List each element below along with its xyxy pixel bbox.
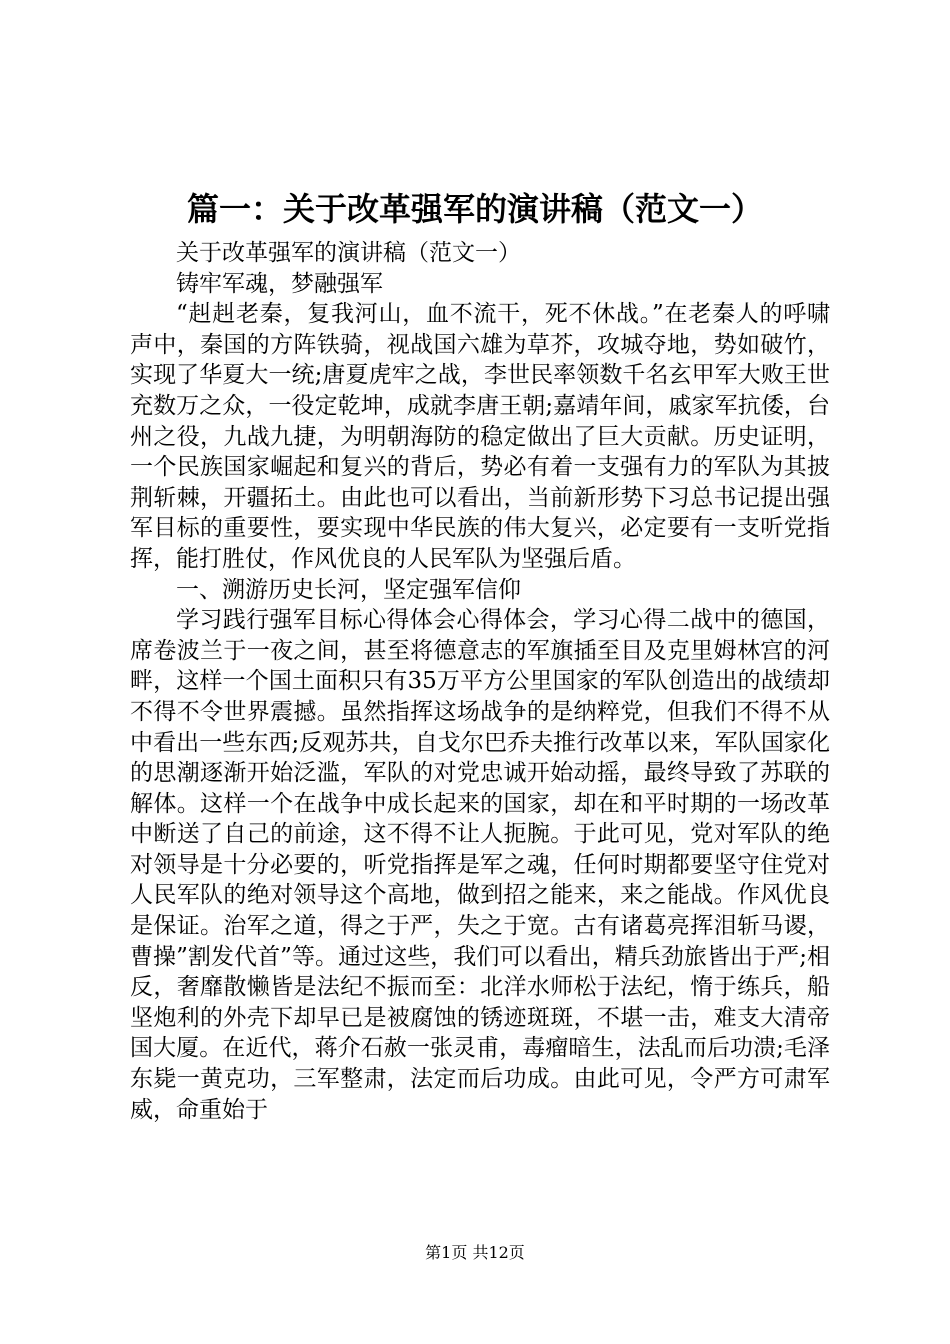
section-heading-1: 一、溯游历史长河，坚定强军信仰 — [176, 576, 521, 603]
document-body — [130, 238, 830, 1125]
paragraph-slogan: 铸牢军魂，梦融强军 — [176, 270, 383, 297]
paragraph-subtitle: 关于改革强军的演讲稿（范文一） — [176, 240, 521, 266]
paragraph-intro: “赳赳老秦，复我河山，血不流干，死不休战。”在老秦人的呼啸声中，秦国的方阵铁骑，视战国六雄为草芥，攻城夺地，势如破竹，实现了华夏大一统;唐夏虎牢之战，李世民率领数千名玄甲军大败王世充数万之众，一役定乾坤，成就李唐王朝;嘉靖年间，戚家军抗倭，台州之役，九战九捷，为明朝海防的稳定做出了巨大贡献。历史证明，一个民族国家崛起和复兴的背后，势必有着一支强有力的军队为其披荆斩棘，开疆拓土。由此也可以看出，当前新形势下习总书记提出强军目标的重要性，要实现中华民族的伟大复兴，必定要有一支听党指挥，能打胜仗，作风优良的人民军队为坚强后盾。 — [130, 301, 830, 572]
document-title: 篇一：关于改革强军的演讲稿（范文一） — [186, 190, 763, 228]
page-footer: 第1页 共12页 — [425, 1243, 525, 1262]
paragraph-section-1: 学习践行强军目标心得体会心得体会，学习心得二战中的德国，席卷波兰于一夜之间，甚至将德意志的军旗插至目及克里姆林宫的河畔，这样一个国土面积只有35万平方公里国家的军队创造出的战绩却不得不令世界震撼。虽然指挥这场战争的是纳粹党，但我们不得不从中看出一些东西;反观苏共，自戈尔巴乔夫推行改革以来，军队国家化的思潮逐渐开始泛滥，军队的对党忠诚开始动摇，最终导致了苏联的解体。这样一个在战争中成长起来的国家，却在和平时期的一场改革中断送了自己的前途，这不得不让人扼腕。于此可见，党对军队的绝对领导是十分必要的，听党指挥是军之魂，任何时期都要坚守住党对人民军队的绝对领导这个高地，做到招之能来，来之能战。作风优良是保证。治军之道，得之于严，失之于宽。古有诸葛亮挥泪斩马谡，曹操”割发代首”等。通过这些，我们可以看出，精兵劲旅皆出于严;相反，奢靡散懒皆是法纪不振而至：北洋水师松于法纪，惰于练兵，船坚炮利的外壳下却早已是被腐蚀的锈迹斑斑，不堪一击，难支大清帝国大厦。在近代，蒋介石赦一张灵甫，毒瘤暗生，法乱而后功溃;毛泽东毙一黄克功，三军整肃，法定而后功成。由此可见，令严方可肃军威，命重始于 — [130, 607, 830, 1123]
